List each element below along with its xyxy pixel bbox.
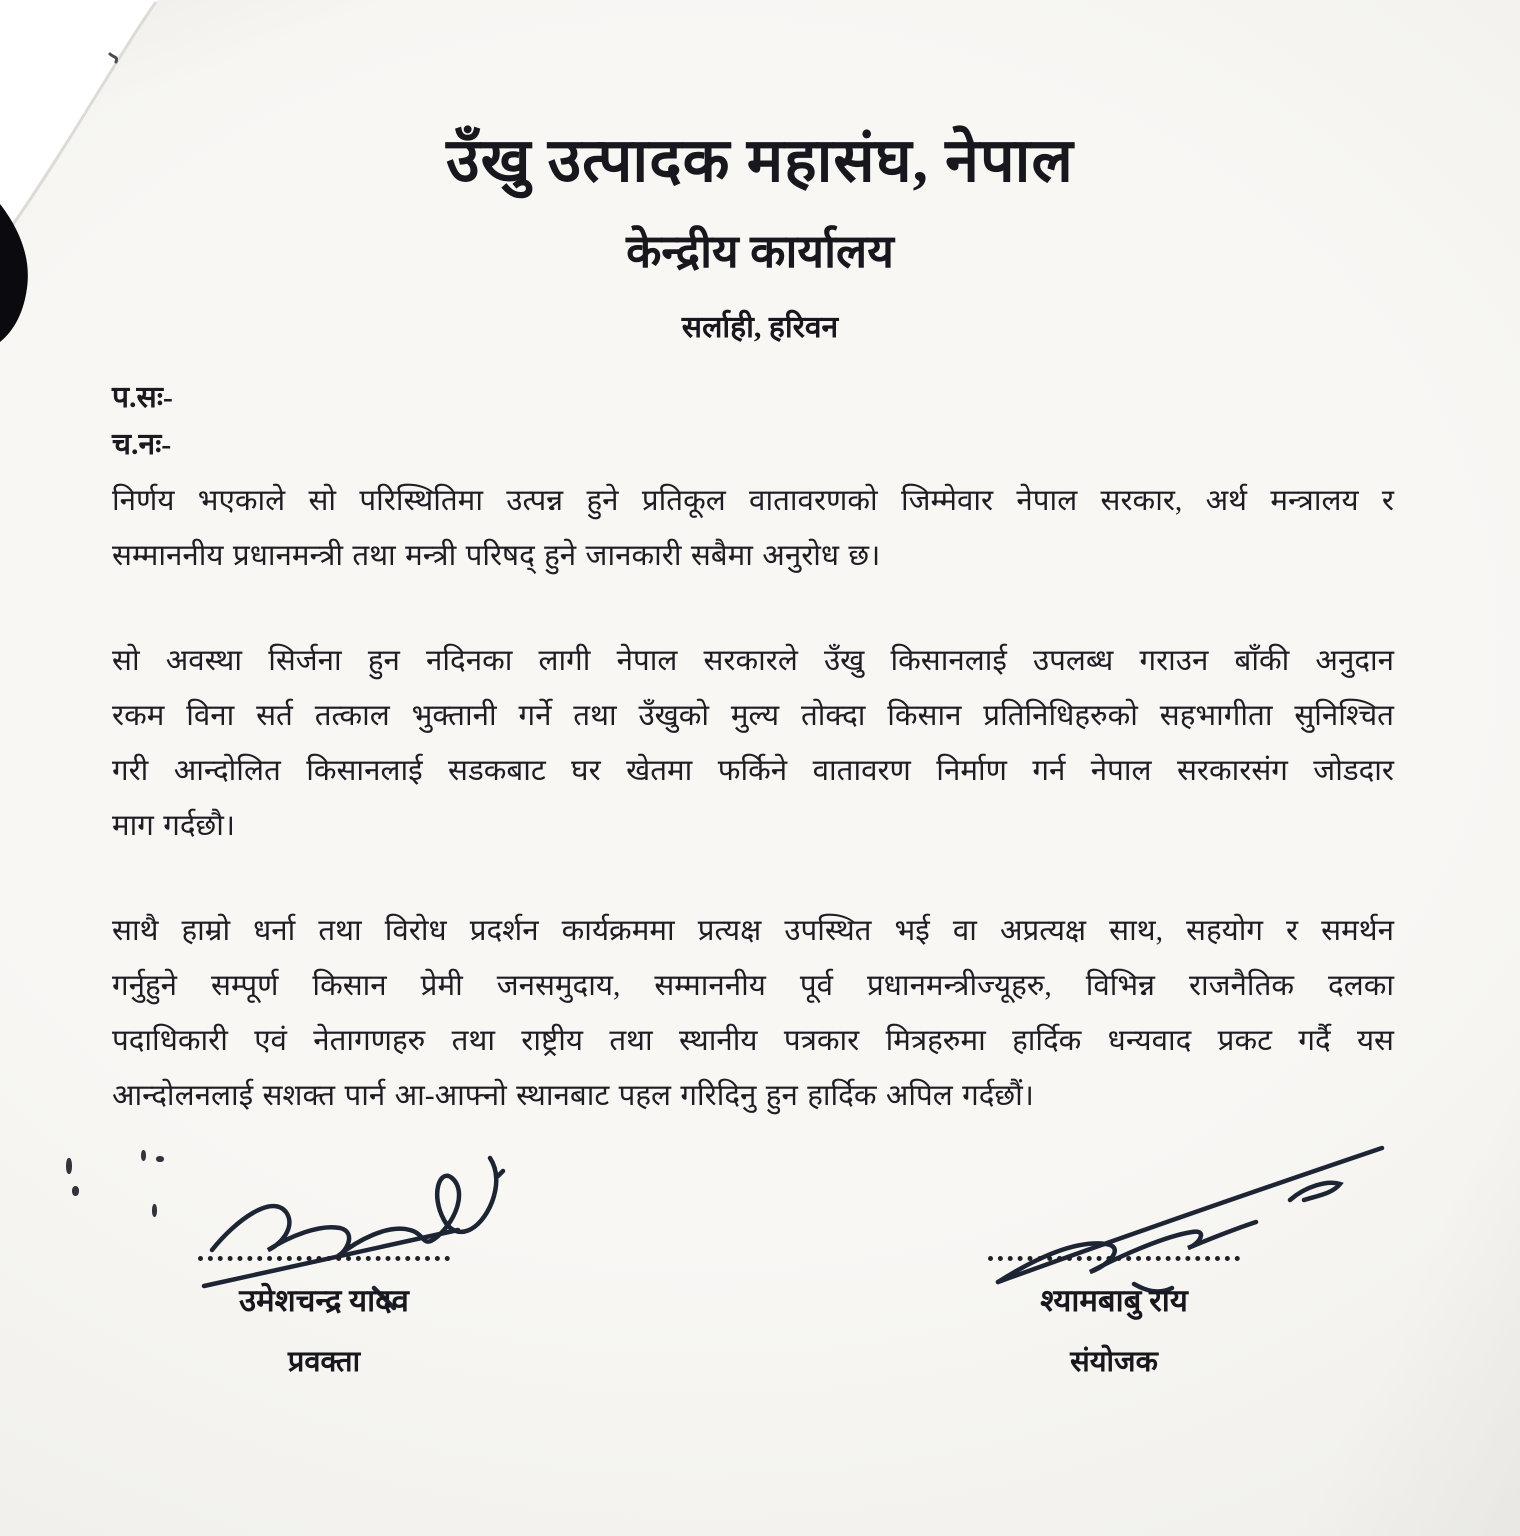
signatory-name: उमेशचन्द्र यादव xyxy=(239,1283,409,1318)
letter-number-label: च.नः- xyxy=(112,428,172,461)
signature-dotted-line xyxy=(198,1256,450,1261)
paragraph-line: माग गर्दछौ। xyxy=(112,810,236,842)
paragraph-line: गर्नुहुने सम्पूर्ण किसान प्रेमी जनसमुदाय, सम्माननीय पूर्व प्रधानमन्त्रीज्यूहरु, विभिन्न राजनैतिक दलका xyxy=(112,970,1394,1002)
ink-speck xyxy=(156,1156,164,1162)
letterhead xyxy=(0,0,1520,346)
body-paragraph xyxy=(112,904,1394,1124)
paragraph-line: गरी आन्दोलित किसानलाई सडकबाट घर खेतमा फर्किने वातावरण निर्माण गर्न नेपाल सरकारसंग जोडदार xyxy=(112,755,1394,787)
letter-body xyxy=(112,474,1394,1124)
organization-name: उँखु उत्पादक महासंघ, नेपाल xyxy=(446,128,1074,195)
body-paragraph xyxy=(112,634,1394,854)
signatory-right xyxy=(952,1256,1276,1380)
ink-speck xyxy=(66,1158,72,1174)
paragraph-line: निर्णय भएकाले सो परिस्थितिमा उत्पन्न हुने प्रतिकूल वातावरणको जिम्मेवार नेपाल सरकार, अर्थ मन्त्रालय र xyxy=(112,485,1394,517)
ref-number-label: प.सः- xyxy=(112,381,173,414)
signatory-name: श्यामबाबु राय xyxy=(1040,1283,1188,1318)
paragraph-line: पदाधिकारी एवं नेतागणहरु तथा राष्ट्रीय तथा स्थानीय पत्रकार मित्रहरुमा हार्दिक धन्यवाद प्रकट गर्दै यस xyxy=(112,1025,1394,1057)
reference-lines xyxy=(112,374,1394,468)
signatory-role: प्रवक्ता xyxy=(287,1346,361,1378)
ink-speck xyxy=(152,1204,157,1217)
paragraph-line: साथै हाम्रो धर्ना तथा विरोध प्रदर्शन कार्यक्रममा प्रत्यक्ष उपस्थित भई वा अप्रत्यक्ष साथ, सहयोग र समर्थन xyxy=(112,915,1394,947)
body-paragraph xyxy=(112,474,1394,584)
paragraph-line: आन्दोलनलाई सशक्त पार्न आ-आफ्नो स्थानबाट पहल गरिदिनु हुन हार्दिक अपिल गर्दछौं। xyxy=(112,1080,1034,1112)
signatory-left xyxy=(156,1256,492,1380)
office-location: सर्लाही, हरिवन xyxy=(681,311,839,344)
office-name: केन्द्रीय कार्यालय xyxy=(626,226,894,277)
signatory-role: संयोजक xyxy=(1070,1346,1158,1378)
signature-dotted-line xyxy=(988,1256,1240,1261)
paragraph-line: सो अवस्था सिर्जना हुन नदिनका लागी नेपाल सरकारले उँखु किसानलाई उपलब्ध गराउन बाँकी अनुदान xyxy=(112,645,1394,677)
paragraph-line: सम्माननीय प्रधानमन्त्री तथा मन्त्री परिषद् हुने जानकारी सबैमा अनुरोध छ। xyxy=(112,540,881,572)
ink-speck xyxy=(141,1150,146,1161)
ink-speck xyxy=(72,1186,79,1196)
paragraph-line: रकम विना सर्त तत्काल भुक्तानी गर्ने तथा उँखुको मुल्य तोक्दा किसान प्रतिनिधिहरुको सहभागीता सुनिश्चित xyxy=(112,700,1394,732)
